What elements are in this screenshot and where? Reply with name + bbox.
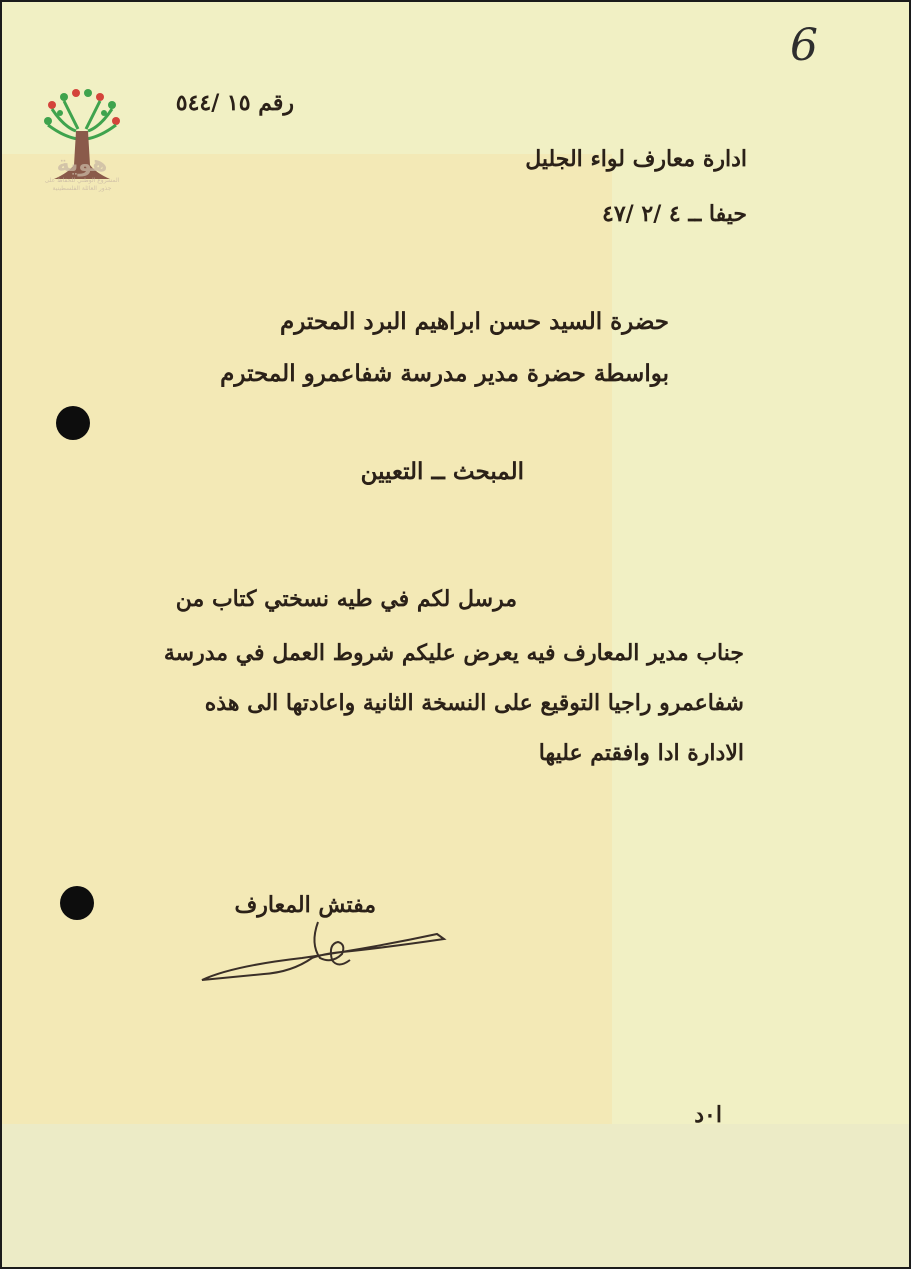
page-number: 6 [790, 20, 818, 71]
binder-hole-top [56, 406, 90, 440]
binder-hole-bottom [60, 886, 94, 920]
body-line-3: شفاعمرو راجيا التوقيع على النسخة الثانية واعادتها الى هذه [204, 690, 744, 716]
subject-line: المبحث ــ التعيين [360, 458, 524, 485]
family-tree-logo-icon [40, 57, 124, 217]
office-name: ادارة معارف لواء الجليل [525, 146, 747, 172]
body-line-1: مرسل لكم في طيه نسختي كتاب من [175, 586, 517, 612]
signatory-title: مفتش المعارف [234, 892, 376, 918]
logo-tagline-1: المشروع الوطني للحفاظ على [44, 177, 120, 184]
paper-bottom-band [2, 1124, 909, 1267]
handwritten-signature-icon [192, 914, 452, 989]
place-date: حيفا ــ ٤ /٢ /٤٧ [602, 201, 747, 227]
logo-text [32, 152, 132, 193]
recipient-line-2: بواسطة حضرة مدير مدرسة شفاعمرو المحترم [220, 360, 669, 387]
recipient-line-1: حضرة السيد حسن ابراهيم البرد المحترم [279, 308, 669, 335]
footer-initials: ا٠د [694, 1102, 722, 1128]
document-page [2, 2, 909, 1267]
logo-name: هوية [56, 152, 108, 177]
body-line-4: الادارة ادا وافقتم عليها [538, 740, 744, 766]
reference-number: رقم ١٥ /٥٤٤ [175, 90, 294, 116]
logo-tagline-2: جذور العائلة الفلسطينية [52, 185, 112, 192]
body-line-2: جناب مدير المعارف فيه يعرض عليكم شروط العمل في مدرسة [163, 640, 744, 666]
